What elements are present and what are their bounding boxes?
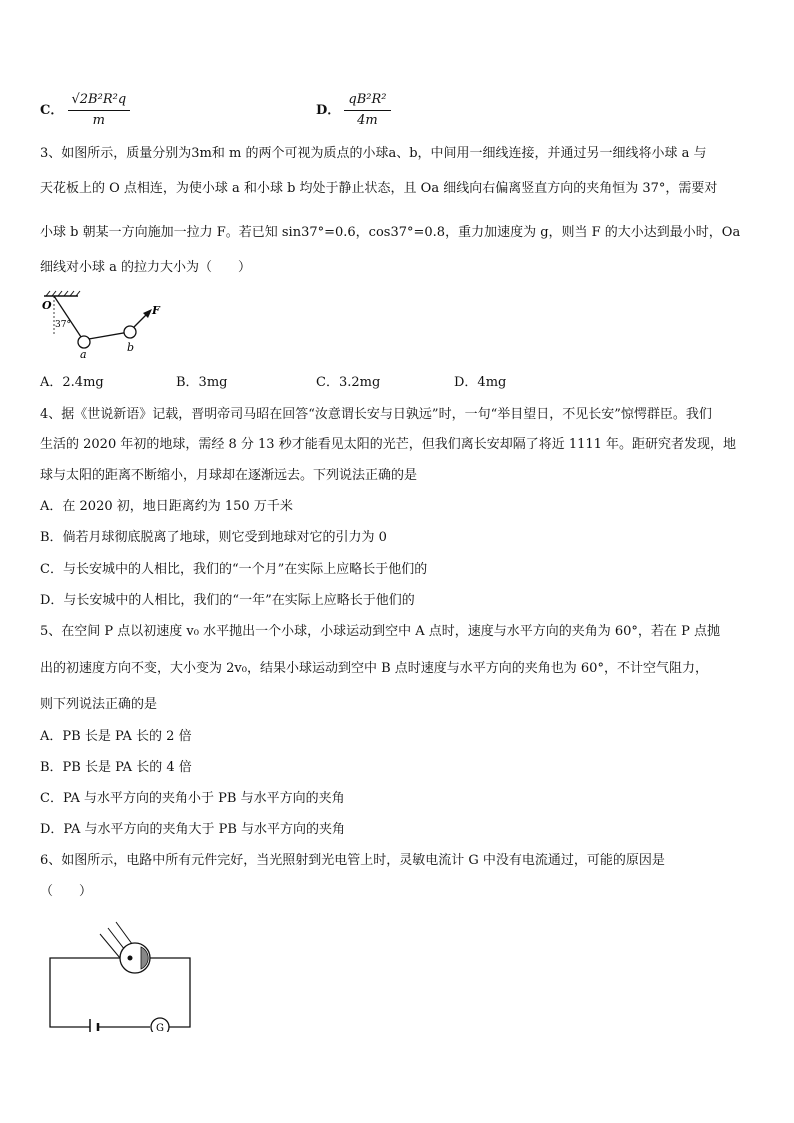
q4-option-a: A．在 2020 初，地日距离约为 150 万千米 <box>40 499 293 514</box>
q3-option-d: D．4mg <box>454 375 507 390</box>
q4-line-1: 4、据《世说新语》记载，晋明帝司马昭在回答“汝意谓长安与日孰远”时，一句“举目望日，不见长安”惊愕群臣。我们 <box>40 407 712 422</box>
q6-line-1: 6、如图所示，电路中所有元件完好，当光照射到光电管上时，灵敏电流计 G 中没有电流通过，可能的原因是 <box>40 853 665 868</box>
prev-option-c-numerator: √2B²R²q <box>68 92 131 111</box>
q6-line-2: （ ） <box>40 884 93 899</box>
label-b: b <box>127 341 135 354</box>
q4-option-d: D．与长安城中的人相比，我们的“一年”在实际上应略长于他们的 <box>40 593 415 608</box>
label-a: a <box>80 348 87 360</box>
q3-line-2: 天花板上的 O 点相连，为使小球 a 和小球 b 均处于静止状态，且 Oa 细线向右偏离竖直方向的夹角恒为 37°，需要对 <box>40 181 718 196</box>
q3-option-c: C．3.2mg <box>316 375 381 390</box>
string-ab <box>83 332 129 340</box>
q5-line-3: 则下列说法正确的是 <box>40 697 158 712</box>
q5-option-a: A．PB 长是 PA 长的 2 倍 <box>40 729 192 744</box>
anode <box>128 956 133 961</box>
q3-option-a: A．2.4mg <box>40 375 104 390</box>
prev-option-c <box>40 92 130 129</box>
q4-option-c: C．与长安城中的人相比，我们的“一个月”在实际上应略长于他们的 <box>40 562 428 577</box>
q3-option-b: B．3mg <box>176 375 228 390</box>
q5-line-1: 5、在空间 P 点以初速度 v₀ 水平抛出一个小球，小球运动到空中 A 点时，速度与水平方向的夹角为 60°，若在 P 点抛 <box>40 624 720 639</box>
q5-option-b: B．PB 长是 PA 长的 4 倍 <box>40 760 192 775</box>
q3-line-3: 小球 b 朝某一方向施加一拉力 F。若已知 sin37°=0.6，cos37°=0.8，重力加速度为 g，则当 F 的大小达到最小时，Oa <box>40 225 741 240</box>
q5-line-2: 出的初速度方向不变，大小变为 2v₀，结果小球运动到空中 B 点时速度与水平方向的夹角也为 60°，不计空气阻力， <box>40 661 708 676</box>
q3-figure <box>36 290 176 360</box>
q4-line-3: 球与太阳的距离不断缩小，月球却在逐渐远去。下列说法正确的是 <box>40 468 418 483</box>
prev-option-d-numerator: qB²R² <box>344 92 390 111</box>
label-O: O <box>42 299 52 312</box>
prev-option-d-denominator: 4m <box>357 113 378 128</box>
ball-b <box>124 326 136 338</box>
label-37: 37° <box>55 320 71 330</box>
prev-option-c-denominator: m <box>92 113 105 128</box>
q3-line-4: 细线对小球 a 的拉力大小为（ ） <box>40 260 252 275</box>
prev-option-d-label: D． <box>316 103 341 118</box>
prev-option-c-fraction <box>68 92 131 129</box>
label-F: F <box>152 304 160 317</box>
q5-option-d: D．PA 与水平方向的夹角大于 PB 与水平方向的夹角 <box>40 822 346 837</box>
prev-option-c-label: C． <box>40 103 64 118</box>
q4-line-2: 生活的 2020 年初的地球，需经 8 分 13 秒才能看见太阳的光芒，但我们离长安却隔了将近 1111 年。距研究者发现，地 <box>40 437 737 452</box>
wire-left <box>50 958 120 1027</box>
string-oa <box>54 296 83 340</box>
prev-option-d-fraction <box>344 92 390 129</box>
prev-option-d <box>316 92 391 129</box>
wire-right <box>150 958 190 1027</box>
q6-circuit-figure <box>40 912 200 1032</box>
label-G: G <box>156 1023 164 1032</box>
q3-line-1: 3、如图所示，质量分别为3m和 m 的两个可视为质点的小球a、b，中间用一细线连接，并通过另一细线将小球 a 与 <box>40 146 707 161</box>
q5-option-c: C．PA 与水平方向的夹角小于 PB 与水平方向的夹角 <box>40 791 345 806</box>
ball-a <box>78 336 90 348</box>
q4-option-b: B．倘若月球彻底脱离了地球，则它受到地球对它的引力为 0 <box>40 530 387 545</box>
